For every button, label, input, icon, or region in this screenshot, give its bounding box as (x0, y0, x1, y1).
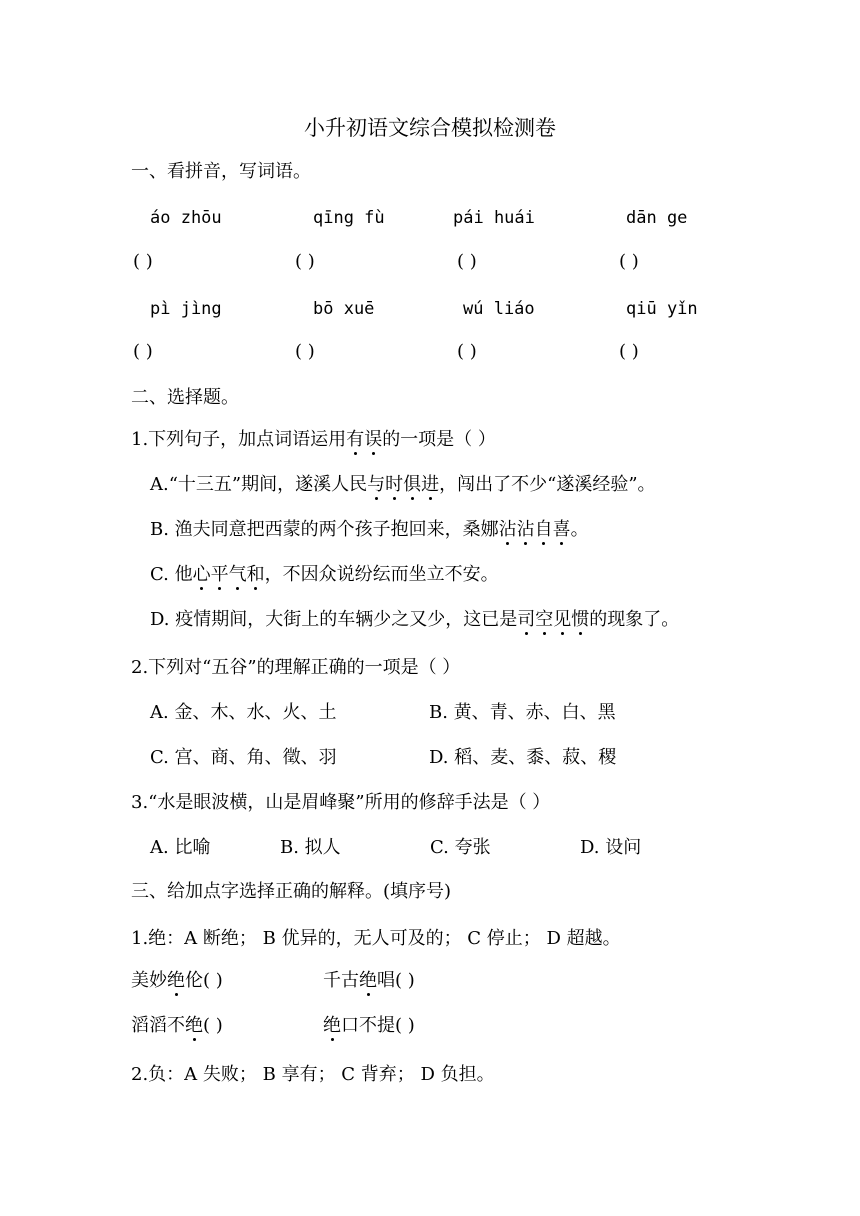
option-3c[interactable]: C. 夸张 (430, 837, 491, 858)
option-1a[interactable] (150, 473, 656, 497)
pinyin-5: pì jìng (150, 299, 222, 319)
question-3-1: 1.绝：A 断绝； B 优异的，无人可及的； C 停止； D 超越。 (131, 928, 621, 949)
dotted-char: 绝 (185, 1015, 203, 1036)
dotted-char: 与 (367, 474, 386, 495)
question-1 (131, 428, 496, 452)
pinyin-7: wú liáo (463, 299, 535, 319)
dotted-char: 平 (210, 564, 229, 585)
answer-blank[interactable]: ( ) (295, 251, 315, 272)
question-3-2: 2.负：A 失败； B 享有； C 背弃； D 负担。 (131, 1064, 495, 1085)
pinyin-1: áo zhōu (150, 208, 222, 228)
option-text: ，闯出了不少“遂溪经验”。 (439, 474, 656, 495)
option-1b[interactable] (150, 518, 589, 542)
fill-item[interactable] (131, 1014, 223, 1038)
pinyin-4: dān ge (626, 208, 688, 228)
option-text: D. 疫情期间，大街上的车辆少之又少，这已是 (150, 609, 518, 630)
option-1d[interactable] (150, 608, 679, 632)
dotted-char: 误 (364, 429, 383, 450)
pinyin-3: pái huái (453, 208, 535, 228)
answer-blank[interactable]: ( ) (457, 341, 477, 362)
dotted-char: 心 (192, 564, 211, 585)
dotted-char: 空 (535, 609, 554, 630)
item-text: 伦( ) (185, 970, 223, 991)
answer-blank[interactable]: ( ) (619, 341, 639, 362)
item-text: ( ) (203, 1015, 223, 1036)
option-3a[interactable]: A. 比喻 (150, 837, 211, 858)
question-3: 3.“水是眼波横，山是眉峰聚”所用的修辞手法是（ ） (131, 792, 551, 813)
option-text: 的现象了。 (589, 609, 680, 630)
dotted-char: 时 (385, 474, 404, 495)
option-3d[interactable]: D. 设问 (580, 837, 642, 858)
dotted-char: 进 (421, 474, 440, 495)
fill-item[interactable] (131, 969, 223, 993)
dotted-char: 绝 (167, 970, 185, 991)
dotted-char: 沾 (498, 519, 517, 540)
answer-blank[interactable]: ( ) (295, 341, 315, 362)
item-text: 美妙 (131, 970, 167, 991)
option-2b[interactable]: B. 黄、青、赤、白、黑 (429, 702, 616, 723)
option-text: C. 他 (150, 564, 193, 585)
fill-item[interactable] (323, 969, 415, 993)
option-2c[interactable]: C. 宫、商、角、徵、羽 (150, 747, 337, 768)
dotted-char: 喜 (552, 519, 571, 540)
dotted-char: 惯 (571, 609, 590, 630)
dotted-char: 见 (553, 609, 572, 630)
dotted-char: 有 (346, 429, 365, 450)
pinyin-6: bō xuē (313, 299, 375, 319)
option-2a[interactable]: A. 金、木、水、火、土 (150, 702, 337, 723)
question-text: 1.下列句子，加点词语运用 (131, 429, 347, 450)
dotted-char: 司 (517, 609, 536, 630)
question-2: 2.下列对“五谷”的理解正确的一项是（ ） (131, 657, 461, 678)
option-2d[interactable]: D. 稻、麦、黍、菽、稷 (429, 747, 617, 768)
option-1c[interactable] (150, 563, 499, 587)
item-text: 千古 (323, 970, 359, 991)
section2-heading: 二、选择题。 (131, 387, 239, 408)
pinyin-2: qīng fù (313, 208, 385, 228)
item-text: 唱( ) (377, 970, 415, 991)
dotted-char: 自 (534, 519, 553, 540)
answer-blank[interactable]: ( ) (619, 251, 639, 272)
page-title: 小升初语文综合模拟检测卷 (304, 116, 556, 140)
dotted-char: 气 (228, 564, 247, 585)
item-text: 口不提( ) (341, 1015, 415, 1036)
question-text: 的一项是（ ） (382, 429, 496, 450)
section3-heading: 三、给加点字选择正确的解释。(填序号) (131, 881, 452, 902)
option-text: A.“十三五”期间，遂溪人民 (150, 474, 368, 495)
section1-heading: 一、看拼音，写词语。 (131, 161, 311, 182)
option-text: 。 (570, 519, 589, 540)
dotted-char: 绝 (359, 970, 377, 991)
dotted-char: 绝 (323, 1015, 341, 1036)
option-text: ，不因众说纷纭而坐立不安。 (264, 564, 499, 585)
answer-blank[interactable]: ( ) (133, 251, 153, 272)
answer-blank[interactable]: ( ) (457, 251, 477, 272)
item-text: 滔滔不 (131, 1015, 185, 1036)
dotted-char: 俱 (403, 474, 422, 495)
fill-item[interactable] (323, 1014, 415, 1038)
pinyin-8: qiū yǐn (626, 299, 698, 319)
option-text: B. 渔夫同意把西蒙的两个孩子抱回来，桑娜 (150, 519, 499, 540)
dotted-char: 沾 (516, 519, 535, 540)
emphasized-word (346, 429, 382, 450)
option-3b[interactable]: B. 拟人 (280, 837, 341, 858)
dotted-char: 和 (246, 564, 265, 585)
answer-blank[interactable]: ( ) (133, 341, 153, 362)
